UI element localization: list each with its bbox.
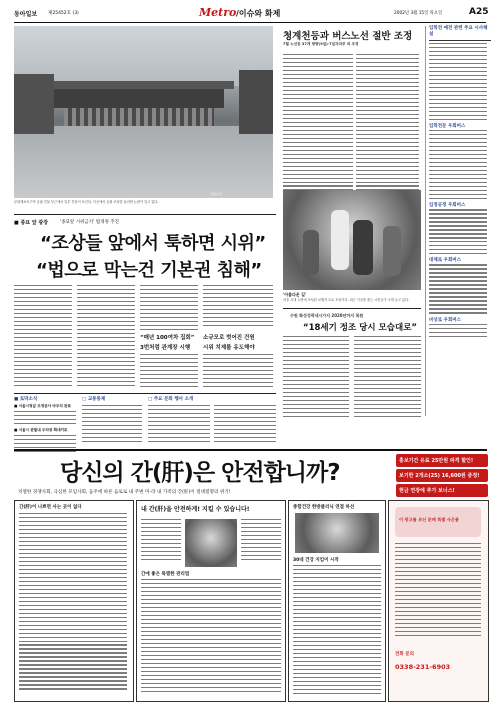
event-photo-caption: '아름다운 길' bbox=[283, 292, 307, 297]
ad-box-2-body-left bbox=[141, 519, 181, 563]
side-article-column-1 bbox=[283, 336, 349, 420]
ad-phone-number[interactable]: 0338-231-6903 bbox=[395, 663, 451, 671]
sidebar-section-2: 입학전문 우회버스 bbox=[429, 124, 466, 130]
ad-box-3-image bbox=[295, 513, 379, 553]
ad-box-2-body-bottom bbox=[141, 579, 281, 695]
side-article-column-2 bbox=[354, 336, 421, 420]
newspaper-name: 동아일보 bbox=[14, 11, 38, 18]
events-tag: □ 주요 문화 행사 소개 bbox=[148, 397, 194, 402]
section-logo: Metro bbox=[199, 6, 237, 19]
sidebar-table-2 bbox=[429, 130, 487, 199]
brief-1-title: ■ 서울시청앞 조경공사 마무리 완료 bbox=[14, 404, 72, 408]
events-body-1 bbox=[148, 405, 210, 445]
sidebar-table-1 bbox=[429, 43, 487, 120]
pull-quote-2: 소규모로 벗어진 건원 bbox=[203, 335, 255, 341]
top-article-subhead: 7월 노선등 37개 방향(9일)·7일각과부 외 조정 bbox=[283, 42, 359, 46]
ad-product-image bbox=[185, 519, 237, 567]
event-photo bbox=[283, 190, 421, 290]
sidebar-table-4 bbox=[429, 264, 487, 313]
section-title: /이슈와 화제 bbox=[236, 9, 281, 18]
brief-2-title: ■ 서울시 관할내 주차장 확대키로 bbox=[14, 428, 68, 432]
events-body-2 bbox=[214, 405, 276, 445]
top-article-column-2 bbox=[356, 54, 419, 197]
sidebar-table-3 bbox=[429, 209, 487, 254]
briefs-tag: ■ 토막소식 bbox=[14, 397, 38, 402]
main-article-column-4 bbox=[203, 285, 273, 329]
pull-quote-2b: 시위 치제를 유도해야 bbox=[203, 345, 255, 351]
main-article-kicker: ■ 종묘 앞 광장 bbox=[14, 220, 49, 226]
ad-box-1 bbox=[14, 500, 134, 702]
ad-box-2-body-right bbox=[241, 519, 281, 563]
sidebar-table-5 bbox=[429, 324, 487, 337]
ad-box-3 bbox=[288, 500, 386, 702]
ad-badge-2: 보기한 2개소(25) 16,600원 증정! bbox=[396, 469, 488, 482]
main-headline-2: “법으로 막는건 기본권 침해” bbox=[36, 260, 262, 281]
issue-date: 2002년 3월 15일 목요일 bbox=[394, 11, 443, 16]
page-number: A25 bbox=[469, 7, 489, 17]
ad-bottom-text-2: 30대 건강 지킴이 시작 bbox=[293, 558, 339, 563]
ad-box-4-body bbox=[395, 543, 481, 639]
ad-box-2 bbox=[136, 500, 286, 702]
edition-number: 제25452호 (3) bbox=[48, 11, 79, 16]
ad-box-2-title: 내 간(肝)을 안전하게! 지킬 수 있습니다! bbox=[141, 506, 250, 513]
pull-quote-1: “매년 100여차 집회” bbox=[140, 335, 195, 341]
sidebar-section-4: 대체로 우회버스 bbox=[429, 258, 461, 264]
ad-badge-1: 홍보기간 유료 25만원 파격 할인! bbox=[396, 454, 488, 467]
side-article-headline: “18세기 정조 당시 모습대로” bbox=[303, 323, 417, 333]
main-article-column-2 bbox=[77, 285, 135, 389]
main-headline-1: “조상들 앞에서 툭하면 시위” bbox=[40, 233, 266, 254]
brief-2-body bbox=[14, 435, 76, 455]
main-article-kicker-sub: '종묘앞 시위금지' 법개정 추진 bbox=[60, 220, 119, 225]
main-article-column-3 bbox=[140, 285, 198, 333]
main-article-column-3b bbox=[140, 354, 198, 390]
ad-box-4 bbox=[388, 500, 489, 702]
sidebar-section-5: 비상로 우회버스 bbox=[429, 317, 461, 323]
sidebar-section-3: 입정공정 우회버스 bbox=[429, 203, 466, 209]
ad-bottom-text-1: 간에 좋은 특별한 관리법 bbox=[141, 572, 190, 577]
palace-photo bbox=[14, 26, 273, 198]
ad-box-1-body bbox=[19, 513, 127, 692]
ad-sticker-2: 전화 문의 bbox=[395, 652, 414, 657]
brief-1-body bbox=[14, 411, 76, 427]
sidebar-title: 입학전 예전 관련 주요 시사해설 bbox=[429, 26, 488, 37]
top-article-headline: 청계천등과 버스노선 절반 조정 bbox=[283, 31, 413, 42]
ad-box-1-title: 간(肝)이 나쁘면 사는 곳이 없다 bbox=[19, 505, 82, 510]
side-article-kicker: 수원 화성성곽내시가지 2020년까지 복원 bbox=[290, 313, 364, 318]
ad-headline: 당신의 간(肝)은 안전합니까? bbox=[60, 460, 340, 486]
ad-subline: 치열한 경쟁사회, 극심한 모임사회, 음주에 따른 음로로 내 주변 미-라 내 가족의 간(肝)이 절대절명의 위기! bbox=[18, 490, 231, 495]
ad-box-3-title: 종합건강 한방클리닉 연결 하선 bbox=[293, 505, 355, 510]
main-article-column-1 bbox=[14, 285, 72, 389]
photo-credit: 서울사진 bbox=[210, 192, 222, 196]
traffic-body bbox=[82, 405, 142, 445]
traffic-tag: □ 교통통제 bbox=[82, 397, 106, 402]
top-article-column-1 bbox=[283, 54, 353, 197]
pull-quote-1b: 3번처럼 관계장 시행 bbox=[140, 345, 191, 351]
ad-badge-3: 현금 연장에 추가 보너스! bbox=[396, 484, 488, 497]
event-photo-caption-sub: 서울 시내 노면에 조성된 보행자 도로 모습이다. 최근 이곳을 찾는 시민들이 크게 늘고 있다. bbox=[283, 298, 410, 302]
main-article-column-4b bbox=[203, 354, 273, 390]
photo-caption: 문화재보호구역 궁궐 건물 부근에서 일부 건물이 보인다. 이곳에서 공원 조성을 둘러싼 논란이 일고 있다. bbox=[14, 200, 159, 204]
ad-box-3-body bbox=[293, 565, 381, 696]
right-sidebar bbox=[425, 26, 491, 416]
ad-sticker-1: 이 광고를 보신 분께 특별 사은품 bbox=[395, 507, 481, 537]
page-header bbox=[14, 6, 489, 23]
